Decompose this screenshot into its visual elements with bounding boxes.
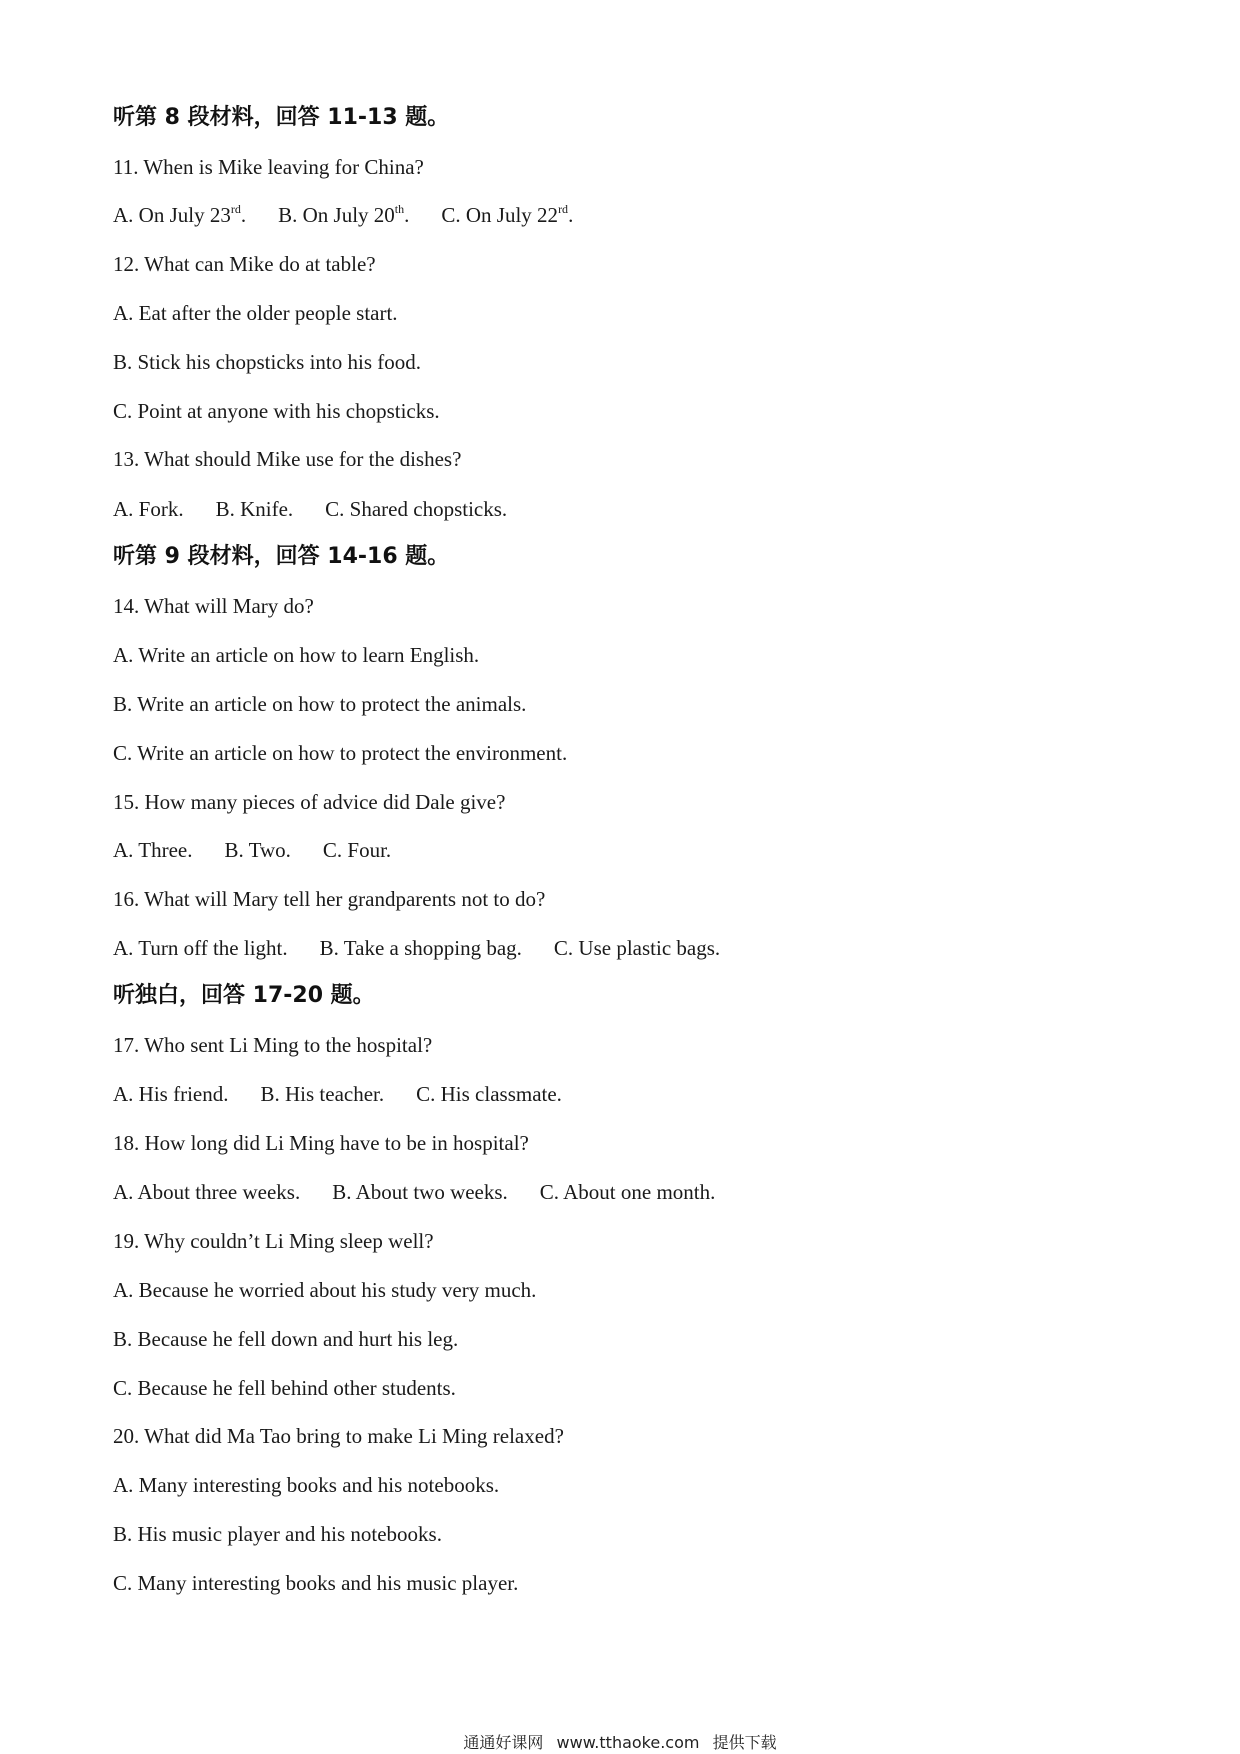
option: B. Take a shopping bag. bbox=[319, 936, 522, 960]
option: C. Write an article on how to protect the environment. bbox=[113, 741, 568, 765]
option: C. Use plastic bags. bbox=[553, 936, 721, 960]
option: A. About three weeks. bbox=[113, 1180, 301, 1204]
option: A. Write an article on how to learn English. bbox=[113, 643, 480, 667]
option: B. About two weeks. bbox=[332, 1180, 508, 1204]
question-stem: 11. When is Mike leaving for China? bbox=[113, 155, 424, 179]
option: A. Three. bbox=[113, 838, 193, 862]
question-stem: 16. What will Mary tell her grandparents not to do? bbox=[113, 887, 546, 911]
option: B. Two. bbox=[224, 838, 291, 862]
footer-note: 提供下载 bbox=[712, 1733, 777, 1752]
option: C. Many interesting books and his music player. bbox=[113, 1571, 519, 1595]
section-heading: 听第 9 段材料，回答 14-16 题。 bbox=[113, 544, 450, 569]
footer-site-name: 通通好课网 bbox=[463, 1733, 544, 1752]
question-stem: 17. Who sent Li Ming to the hospital? bbox=[113, 1033, 433, 1057]
question-stem: 12. What can Mike do at table? bbox=[113, 252, 376, 276]
footer-url[interactable]: www.tthaoke.com bbox=[556, 1733, 700, 1752]
option-row bbox=[113, 496, 507, 522]
option: B. Because he fell down and hurt his leg. bbox=[113, 1327, 459, 1351]
option: A. His friend. bbox=[113, 1082, 229, 1106]
option: B. Knife. bbox=[215, 497, 294, 521]
option: C. Point at anyone with his chopsticks. bbox=[113, 399, 440, 423]
option: B. On July 20th. bbox=[278, 202, 410, 227]
option: A. On July 23rd. bbox=[113, 202, 247, 227]
option: A. Turn off the light. bbox=[113, 936, 288, 960]
question-stem: 19. Why couldn’t Li Ming sleep well? bbox=[113, 1229, 434, 1253]
option: A. Fork. bbox=[113, 497, 184, 521]
option: C. On July 22rd. bbox=[441, 202, 574, 227]
option: A. Eat after the older people start. bbox=[113, 301, 398, 325]
option-row bbox=[113, 1179, 715, 1205]
option: C. His classmate. bbox=[416, 1082, 562, 1106]
option: B. His music player and his notebooks. bbox=[113, 1522, 442, 1546]
option: B. Write an article on how to protect the animals. bbox=[113, 692, 527, 716]
option-row bbox=[113, 935, 720, 961]
option: C. Shared chopsticks. bbox=[325, 497, 508, 521]
question-stem: 13. What should Mike use for the dishes? bbox=[113, 447, 462, 471]
section-heading: 听第 8 段材料，回答 11-13 题。 bbox=[113, 105, 450, 130]
option: B. His teacher. bbox=[260, 1082, 385, 1106]
option-row bbox=[113, 202, 573, 228]
section-heading: 听独白，回答 17-20 题。 bbox=[113, 983, 375, 1008]
question-stem: 18. How long did Li Ming have to be in hospital? bbox=[113, 1131, 529, 1155]
question-stem: 15. How many pieces of advice did Dale give? bbox=[113, 790, 506, 814]
option: B. Stick his chopsticks into his food. bbox=[113, 350, 422, 374]
option-row bbox=[113, 837, 391, 863]
question-stem: 14. What will Mary do? bbox=[113, 594, 314, 618]
option: A. Because he worried about his study very much. bbox=[113, 1278, 537, 1302]
question-stem: 20. What did Ma Tao bring to make Li Ming relaxed? bbox=[113, 1424, 564, 1448]
option: C. Because he fell behind other students. bbox=[113, 1376, 456, 1400]
page-footer bbox=[0, 1730, 1240, 1753]
option: A. Many interesting books and his notebooks. bbox=[113, 1473, 500, 1497]
option-row bbox=[113, 1081, 562, 1107]
option: C. About one month. bbox=[539, 1180, 716, 1204]
option: C. Four. bbox=[322, 838, 392, 862]
